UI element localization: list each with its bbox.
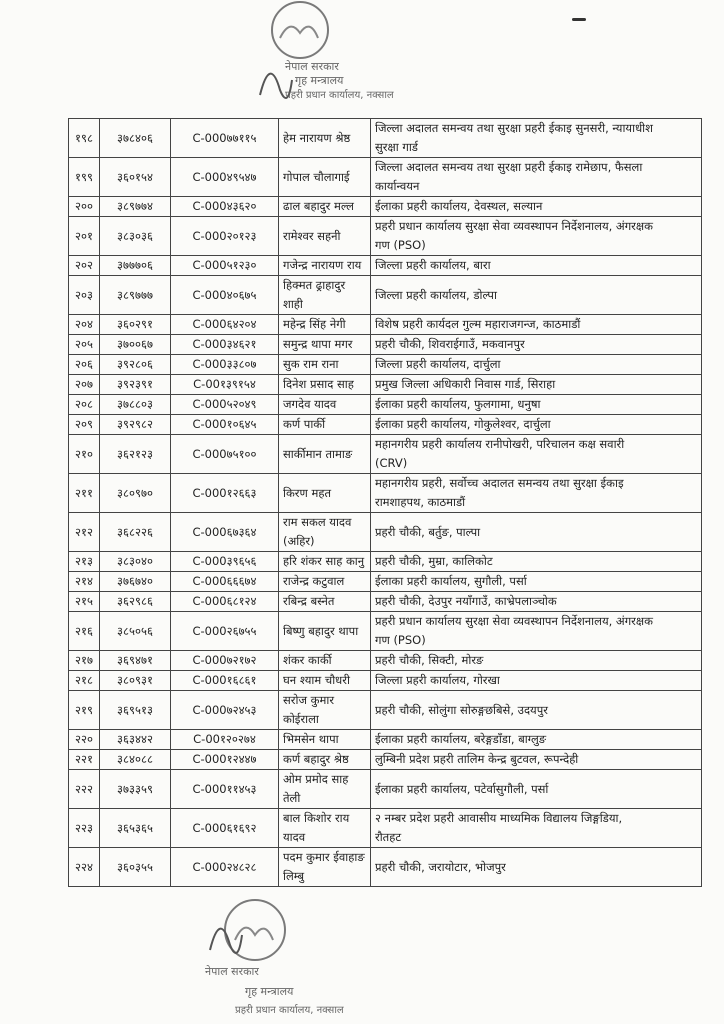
name-cell: जगदेव यादव xyxy=(279,395,371,415)
serial-number-cell: २२४ xyxy=(69,848,100,887)
code-cell: C-000११४५३ xyxy=(171,770,279,809)
name-cell: सुक राम राना xyxy=(279,355,371,375)
code-cell: C-000५२०४९ xyxy=(171,395,279,415)
office-cell: प्रहरी चौकी, देउपुर नयाँगाउँ, काभ्रेपलाञ्चोक xyxy=(371,592,702,612)
id-number-cell: ३७८८०३ xyxy=(100,395,171,415)
serial-number-cell: २०४ xyxy=(69,315,100,335)
table-row xyxy=(69,217,702,256)
table-row xyxy=(69,335,702,355)
code-cell: C-000१२४४७ xyxy=(171,750,279,770)
name-cell: किरण महत xyxy=(279,474,371,513)
office-cell: ईलाका प्रहरी कार्यालय, देवस्थल, सल्यान xyxy=(371,197,702,217)
serial-number-cell: २२० xyxy=(69,730,100,750)
office-cell: ईलाका प्रहरी कार्यालय, बरेङ्गडाँडा, बाग्लुङ xyxy=(371,730,702,750)
serial-number-cell: २१४ xyxy=(69,572,100,592)
table-row xyxy=(69,592,702,612)
table-row xyxy=(69,513,702,552)
table-row xyxy=(69,119,702,158)
serial-number-cell: १९८ xyxy=(69,119,100,158)
code-cell: C-000७२१७२ xyxy=(171,651,279,671)
serial-number-cell: २०७ xyxy=(69,375,100,395)
id-number-cell: ३६०३५५ xyxy=(100,848,171,887)
id-number-cell: ३८३०४० xyxy=(100,552,171,572)
office-cell: जिल्ला अदालत समन्वय तथा सुरक्षा प्रहरी ईकाइ सुनसरी, न्यायाधीश सुरक्षा गार्ड xyxy=(371,119,702,158)
office-cell: लुम्बिनी प्रदेश प्रहरी तालिम केन्द्र बुटवल, रूपन्देही xyxy=(371,750,702,770)
serial-number-cell: २१८ xyxy=(69,671,100,691)
table-row xyxy=(69,158,702,197)
name-cell: भिमसेन थापा xyxy=(279,730,371,750)
code-cell: C-000१२६६३ xyxy=(171,474,279,513)
code-cell: C-000६८१२४ xyxy=(171,592,279,612)
code-cell: C-00१३९१५४ xyxy=(171,375,279,395)
code-cell: C-000४९५४७ xyxy=(171,158,279,197)
code-cell: C-000४०६७५ xyxy=(171,276,279,315)
table-row xyxy=(69,671,702,691)
code-cell: C-000६६६७४ xyxy=(171,572,279,592)
id-number-cell: ३७६७४० xyxy=(100,572,171,592)
id-number-cell: ३८३०३६ xyxy=(100,217,171,256)
code-cell: C-000३३८०७ xyxy=(171,355,279,375)
svg-text:गृह मन्त्रालय: गृह मन्त्रालय xyxy=(245,985,294,998)
table-row xyxy=(69,375,702,395)
name-cell: रबिन्द्र बस्नेत xyxy=(279,592,371,612)
office-cell: प्रमुख जिल्ला अधिकारी निवास गार्ड, सिराहा xyxy=(371,375,702,395)
id-number-cell: ३६८२२६ xyxy=(100,513,171,552)
code-cell: C-000३४६२१ xyxy=(171,335,279,355)
serial-number-cell: २१६ xyxy=(69,612,100,651)
office-cell: जिल्ला प्रहरी कार्यालय, बारा xyxy=(371,256,702,276)
ink-mark xyxy=(572,18,586,21)
serial-number-cell: २०२ xyxy=(69,256,100,276)
id-number-cell: ३६२१२३ xyxy=(100,435,171,474)
name-cell: गजेन्द्र नारायण राय xyxy=(279,256,371,276)
code-cell: C-000१०६४५ xyxy=(171,415,279,435)
table-row xyxy=(69,572,702,592)
id-number-cell: ३९२८०६ xyxy=(100,355,171,375)
name-cell: समुन्द्र थापा मगर xyxy=(279,335,371,355)
table-row xyxy=(69,197,702,217)
table-row xyxy=(69,256,702,276)
code-cell: C-000६४२०४ xyxy=(171,315,279,335)
serial-number-cell: १९९ xyxy=(69,158,100,197)
name-cell: पदम कुमार ईवाहाङ लिम्बु xyxy=(279,848,371,887)
id-number-cell: ३६२९८६ xyxy=(100,592,171,612)
office-cell: जिल्ला प्रहरी कार्यालय, गोरखा xyxy=(371,671,702,691)
official-stamp-top xyxy=(245,0,425,110)
code-cell: C-00१२०२७४ xyxy=(171,730,279,750)
code-cell: C-000६१६९२ xyxy=(171,809,279,848)
id-number-cell: ३८०९३१ xyxy=(100,671,171,691)
code-cell: C-000२६७५५ xyxy=(171,612,279,651)
svg-text:प्रहरी प्रधान कार्यालय, नक्साल: प्रहरी प्रधान कार्यालय, नक्साल xyxy=(235,1005,344,1016)
id-number-cell: ३६३४४२ xyxy=(100,730,171,750)
serial-number-cell: २२२ xyxy=(69,770,100,809)
name-cell: बाल किशोर राय यादव xyxy=(279,809,371,848)
name-cell: शंकर कार्की xyxy=(279,651,371,671)
table-row xyxy=(69,315,702,335)
id-number-cell: ३६५३६५ xyxy=(100,809,171,848)
id-number-cell: ३७८४०६ xyxy=(100,119,171,158)
code-cell: C-000२४८२८ xyxy=(171,848,279,887)
serial-number-cell: २१७ xyxy=(69,651,100,671)
name-cell: राम सकल यादव (अहिर) xyxy=(279,513,371,552)
name-cell: रामेश्वर सहनी xyxy=(279,217,371,256)
office-cell: प्रहरी चौकी, बर्तुङ, पाल्पा xyxy=(371,513,702,552)
svg-text:नेपाल सरकार: नेपाल सरकार xyxy=(205,965,259,978)
svg-text:गृह मन्त्रालय: गृह मन्त्रालय xyxy=(295,74,344,87)
name-cell: कर्ण बहादुर श्रेष्ठ xyxy=(279,750,371,770)
office-cell: २ नम्बर प्रदेश प्रहरी आवासीय माध्यमिक विद्यालय जिङ्गडिया, रौतहट xyxy=(371,809,702,848)
svg-text:नेपाल सरकार: नेपाल सरकार xyxy=(285,60,339,73)
table-row xyxy=(69,730,702,750)
serial-number-cell: २११ xyxy=(69,474,100,513)
name-cell: गोपाल चौलागाई xyxy=(279,158,371,197)
serial-number-cell: २०१ xyxy=(69,217,100,256)
name-cell: ओम प्रमोद साह तेली xyxy=(279,770,371,809)
table-row xyxy=(69,355,702,375)
office-cell: विशेष प्रहरी कार्यदल गुल्म महाराजगन्ज, काठमाडौं xyxy=(371,315,702,335)
serial-number-cell: २१५ xyxy=(69,592,100,612)
id-number-cell: ३७००६७ xyxy=(100,335,171,355)
table-row xyxy=(69,552,702,572)
name-cell: हिक्मत ढ्राहादुर शाही xyxy=(279,276,371,315)
serial-number-cell: २२१ xyxy=(69,750,100,770)
id-number-cell: ३७७७०६ xyxy=(100,256,171,276)
table-row xyxy=(69,474,702,513)
code-cell: C-000४३६२० xyxy=(171,197,279,217)
table-row xyxy=(69,415,702,435)
name-cell: दिनेश प्रसाद साह xyxy=(279,375,371,395)
code-cell: C-000३९६५६ xyxy=(171,552,279,572)
serial-number-cell: २०६ xyxy=(69,355,100,375)
id-number-cell: ३६०२९१ xyxy=(100,315,171,335)
table-row xyxy=(69,651,702,671)
id-number-cell: ३८०९७० xyxy=(100,474,171,513)
name-cell: राजेन्द्र कटुवाल xyxy=(279,572,371,592)
personnel-table xyxy=(68,118,702,887)
id-number-cell: ३७३३५९ xyxy=(100,770,171,809)
id-number-cell: ३९२९८२ xyxy=(100,415,171,435)
name-cell: बिष्णु बहादुर थापा xyxy=(279,612,371,651)
id-number-cell: ३८५०५६ xyxy=(100,612,171,651)
office-cell: ईलाका प्रहरी कार्यालय, फुलगामा, धनुषा xyxy=(371,395,702,415)
serial-number-cell: २०८ xyxy=(69,395,100,415)
serial-number-cell: २१२ xyxy=(69,513,100,552)
serial-number-cell: २१९ xyxy=(69,691,100,730)
office-cell: प्रहरी चौकी, जरायोटार, भोजपुर xyxy=(371,848,702,887)
office-cell: ईलाका प्रहरी कार्यालय, पटेर्वासुगौली, पर्सा xyxy=(371,770,702,809)
table-row xyxy=(69,770,702,809)
office-cell: जिल्ला प्रहरी कार्यालय, दार्चुला xyxy=(371,355,702,375)
office-cell: प्रहरी चौकी, सिक्टी, मोरङ xyxy=(371,651,702,671)
code-cell: C-000७५१०० xyxy=(171,435,279,474)
id-number-cell: ३८४०८८ xyxy=(100,750,171,770)
name-cell: हेम नारायण श्रेष्ठ xyxy=(279,119,371,158)
table-row xyxy=(69,750,702,770)
office-cell: प्रहरी प्रधान कार्यालय सुरक्षा सेवा व्यवस्थापन निर्देशनालय, अंगरक्षक गण (PSO) xyxy=(371,217,702,256)
table-row xyxy=(69,848,702,887)
name-cell: महेन्द्र सिंह नेगी xyxy=(279,315,371,335)
official-stamp-bottom xyxy=(185,895,385,1020)
id-number-cell: ३६९५१३ xyxy=(100,691,171,730)
table-row xyxy=(69,395,702,415)
code-cell: C-000२०१२३ xyxy=(171,217,279,256)
name-cell: कर्ण पार्की xyxy=(279,415,371,435)
serial-number-cell: २०५ xyxy=(69,335,100,355)
office-cell: प्रहरी चौकी, शिवराईगाउँ, मकवानपुर xyxy=(371,335,702,355)
svg-text:प्रहरी प्रधान कार्यालय, नक्साल: प्रहरी प्रधान कार्यालय, नक्साल xyxy=(285,90,394,101)
office-cell: जिल्ला प्रहरी कार्यालय, डोल्पा xyxy=(371,276,702,315)
name-cell: हरि शंकर साह कानु xyxy=(279,552,371,572)
office-cell: प्रहरी चौकी, सोलुंगा सोरुङ्गछबिसे, उदयपुर xyxy=(371,691,702,730)
table-row xyxy=(69,691,702,730)
office-cell: महानगरीय प्रहरी, सर्वोच्च अदालत समन्वय तथा सुरक्षा ईकाइ रामशाहपथ, काठमाडौं xyxy=(371,474,702,513)
office-cell: प्रहरी चौकी, मुम्रा, कालिकोट xyxy=(371,552,702,572)
serial-number-cell: २०० xyxy=(69,197,100,217)
serial-number-cell: २०९ xyxy=(69,415,100,435)
name-cell: सरोज कुमार कोईराला xyxy=(279,691,371,730)
office-cell: ईलाका प्रहरी कार्यालय, गोकुलेश्वर, दार्चुला xyxy=(371,415,702,435)
table-row xyxy=(69,809,702,848)
office-cell: महानगरीय प्रहरी कार्यालय रानीपोखरी, परिचालन कक्ष सवारी (CRV) xyxy=(371,435,702,474)
serial-number-cell: २०३ xyxy=(69,276,100,315)
table-row xyxy=(69,435,702,474)
table-row xyxy=(69,276,702,315)
id-number-cell: ३६९४७१ xyxy=(100,651,171,671)
serial-number-cell: २२३ xyxy=(69,809,100,848)
name-cell: ढाल बहादुर मल्ल xyxy=(279,197,371,217)
id-number-cell: ३९२३९१ xyxy=(100,375,171,395)
code-cell: C-000७२४५३ xyxy=(171,691,279,730)
serial-number-cell: २१० xyxy=(69,435,100,474)
id-number-cell: ३८९७७४ xyxy=(100,197,171,217)
office-cell: प्रहरी प्रधान कार्यालय सुरक्षा सेवा व्यवस्थापन निर्देशनालय, अंगरक्षक गण (PSO) xyxy=(371,612,702,651)
serial-number-cell: २१३ xyxy=(69,552,100,572)
office-cell: जिल्ला अदालत समन्वय तथा सुरक्षा प्रहरी ईकाइ रामेछाप, फैसला कार्यान्वयन xyxy=(371,158,702,197)
table-row xyxy=(69,612,702,651)
office-cell: ईलाका प्रहरी कार्यालय, सुगौली, पर्सा xyxy=(371,572,702,592)
code-cell: C-000७७११५ xyxy=(171,119,279,158)
code-cell: C-000६७३६४ xyxy=(171,513,279,552)
code-cell: C-000५१२३० xyxy=(171,256,279,276)
code-cell: C-000१६८६१ xyxy=(171,671,279,691)
id-number-cell: ३६०१५४ xyxy=(100,158,171,197)
name-cell: सार्कीमान तामाङ xyxy=(279,435,371,474)
name-cell: घन श्याम चौधरी xyxy=(279,671,371,691)
id-number-cell: ३८९७७७ xyxy=(100,276,171,315)
